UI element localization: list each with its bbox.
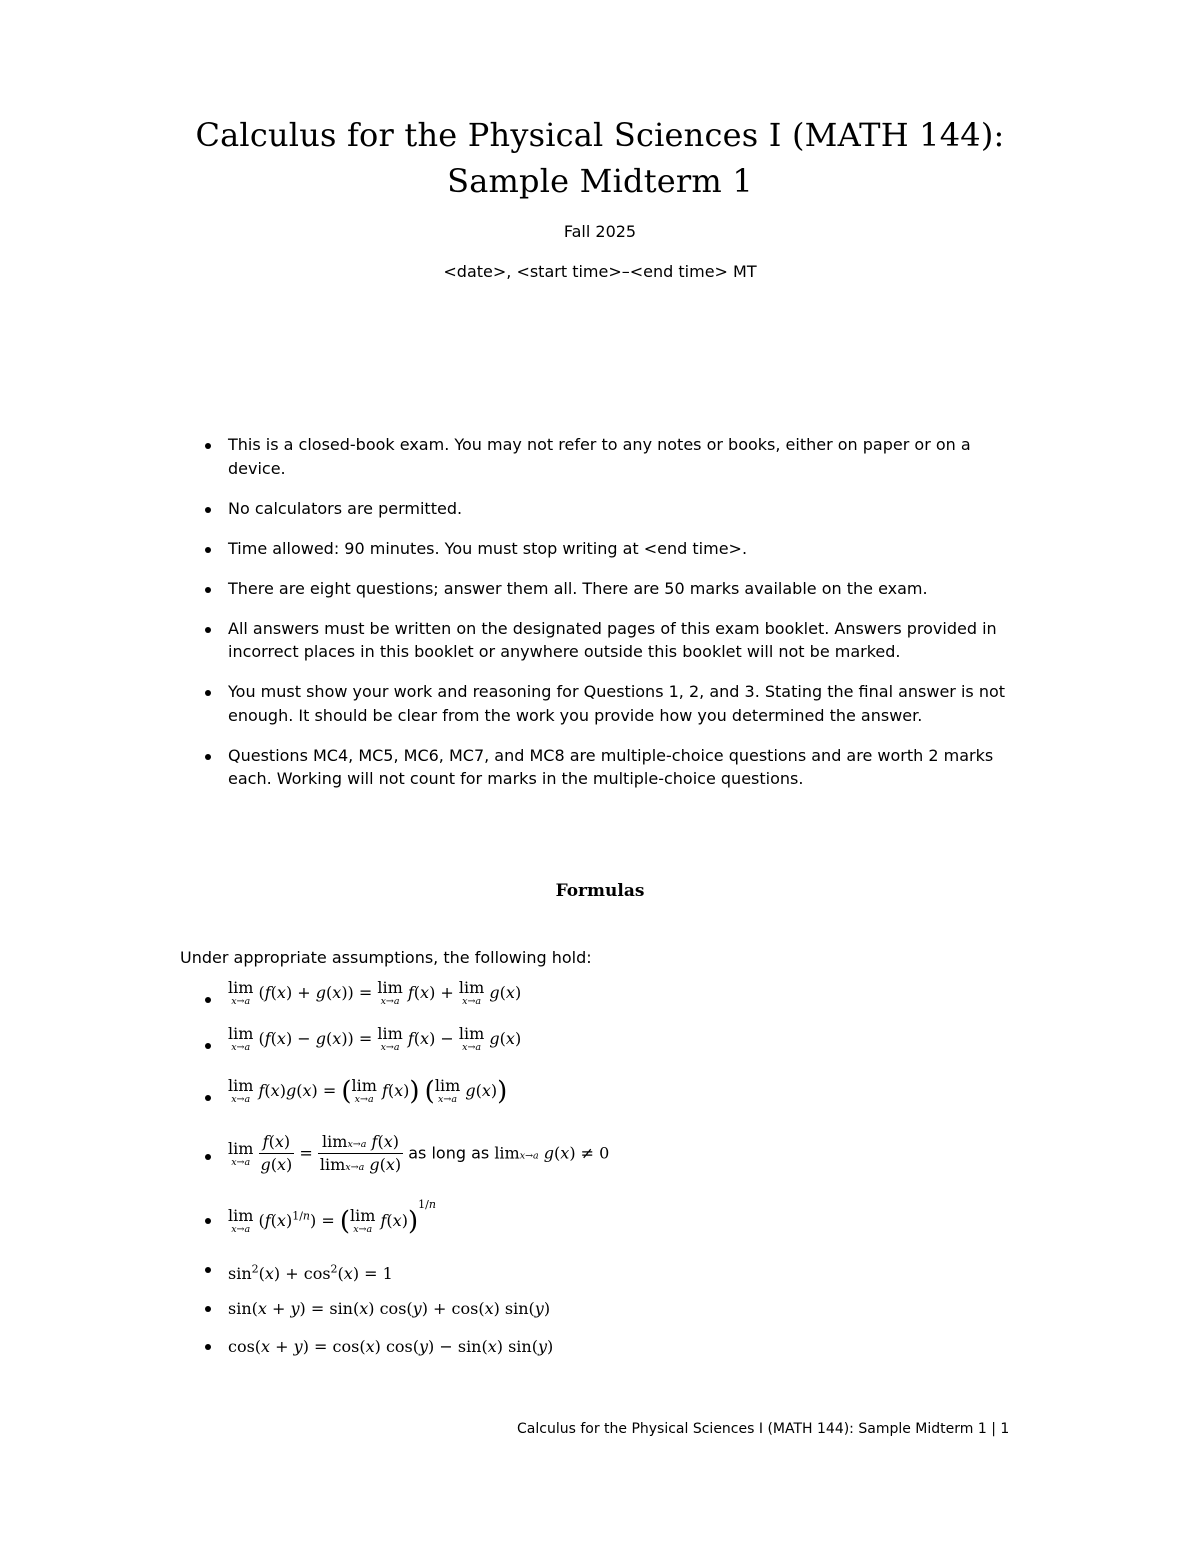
- limit-operator: lim x→a: [228, 1024, 254, 1053]
- limit-operator: lim x→a: [377, 978, 403, 1007]
- bullet-icon: [205, 547, 211, 553]
- fraction: $\frac{f(x)}{g(x)}$: [260, 1132, 293, 1175]
- formula-product-rule: lim x→a f(x)g(x) = ( lim x→a f(x)) ( lim x→a g(x)): [203, 1078, 507, 1118]
- formula-quotient-rule: lim x→a $\frac{f(x)}{g(x)}$ = $\frac{\text{limx→a f(x)}}{\text{limx→a g(x)}}$ as long as limx→a g(x) ≠ 0: [203, 1133, 609, 1181]
- instruction-text: No calculators are permitted.: [228, 498, 463, 518]
- formulas-heading: Formulas: [555, 881, 645, 901]
- bullet-icon: [205, 1095, 211, 1101]
- instruction-item: [203, 744, 1023, 791]
- instruction-item: [203, 617, 1023, 664]
- instruction-item: [203, 577, 1023, 601]
- limit-operator: lim x→a: [377, 1024, 403, 1053]
- instruction-text: Questions MC4, MC5, MC6, MC7, and MC8 are multiple-choice questions and are worth 2 marks each. Working will not count for marks in the multiple-choice questions.: [228, 745, 994, 788]
- formula-sine-addition: sin(x + y) = sin(x) cos(y) + cos(x) sin(y): [203, 1289, 550, 1329]
- formula-difference-rule: lim x→a (f(x) − g(x)) = lim x→a f(x) − lim x→a g(x): [203, 1026, 521, 1066]
- bullet-icon: [205, 1344, 211, 1350]
- bullet-icon: [205, 690, 211, 696]
- term-label: Fall 2025: [563, 222, 637, 241]
- limit-operator: lim x→a: [458, 1024, 485, 1053]
- instruction-item: [203, 433, 1023, 480]
- bullet-icon: [205, 754, 211, 760]
- formula-pythagorean-identity: $\sin^2(x) + \cos^2(x) = 1$: [203, 1250, 393, 1290]
- limit-operator: lim x→a: [228, 1206, 254, 1236]
- title-line-2: Sample Midterm 1: [447, 162, 753, 200]
- instructions-list: [203, 433, 1023, 807]
- bullet-icon: [205, 1154, 211, 1160]
- limit-operator: lim x→a: [228, 978, 254, 1007]
- fraction: $\frac{\text{limx→a f(x)}}{\text{limx→a g(x)}}$: [319, 1132, 402, 1175]
- bullet-icon: [205, 587, 211, 593]
- instruction-text: There are eight questions; answer them all. There are 50 marks available on the exam.: [228, 578, 928, 598]
- formula-cosine-addition: cos(x + y) = cos(x) cos(y) − sin(x) sin(y): [203, 1327, 553, 1367]
- limit-operator: lim x→a: [228, 1076, 254, 1105]
- instruction-item: [203, 680, 1023, 727]
- bullet-icon: [205, 1218, 211, 1224]
- instruction-item: [203, 537, 1023, 561]
- limit-operator: lim x→a: [228, 1138, 254, 1168]
- formula-root-rule: lim x→a $(f(x)^{1/n})$ = ( lim x→a f(x))$^{1/n}$: [203, 1198, 436, 1244]
- formulas-intro: Under appropriate assumptions, the following hold:: [180, 948, 592, 967]
- bullet-icon: [205, 443, 211, 449]
- instruction-text: All answers must be written on the designated pages of this exam booklet. Answers provided in incorrect places in this booklet or anywhere outside this booklet will not be marked.: [228, 618, 997, 661]
- instruction-item: [203, 497, 1023, 521]
- instruction-text: Time allowed: 90 minutes. You must stop writing at <end time>.: [228, 538, 748, 558]
- page-title: [0, 112, 1200, 204]
- instruction-text: You must show your work and reasoning for Questions 1, 2, and 3. Stating the final answer is not enough. It should be clear from the work you provide how you determined the answer.: [228, 682, 1006, 725]
- limit-operator: lim x→a: [351, 1076, 377, 1105]
- limit-operator: lim x→a: [434, 1076, 461, 1105]
- bullet-icon: [205, 1306, 211, 1312]
- formula-sum-rule: lim x→a (f(x) + g(x)) = lim x→a f(x) + lim x→a g(x): [203, 980, 521, 1020]
- page-footer: Calculus for the Physical Sciences I (MATH 144): Sample Midterm 1 | 1: [517, 1421, 1010, 1437]
- exam-date-time: <date>, <start time>–<end time> MT: [443, 262, 757, 281]
- instruction-text: This is a closed-book exam. You may not refer to any notes or books, either on paper or on a device.: [228, 435, 971, 478]
- title-line-1: Calculus for the Physical Sciences I (MATH 144):: [195, 116, 1005, 154]
- bullet-icon: [205, 997, 211, 1003]
- limit-operator: lim x→a: [350, 1206, 376, 1236]
- condition-text: as long as: [408, 1143, 490, 1163]
- bullet-icon: [205, 1267, 211, 1273]
- limit-operator: lim x→a: [458, 978, 485, 1007]
- bullet-icon: [205, 1043, 211, 1049]
- bullet-icon: [205, 507, 211, 513]
- bullet-icon: [205, 627, 211, 633]
